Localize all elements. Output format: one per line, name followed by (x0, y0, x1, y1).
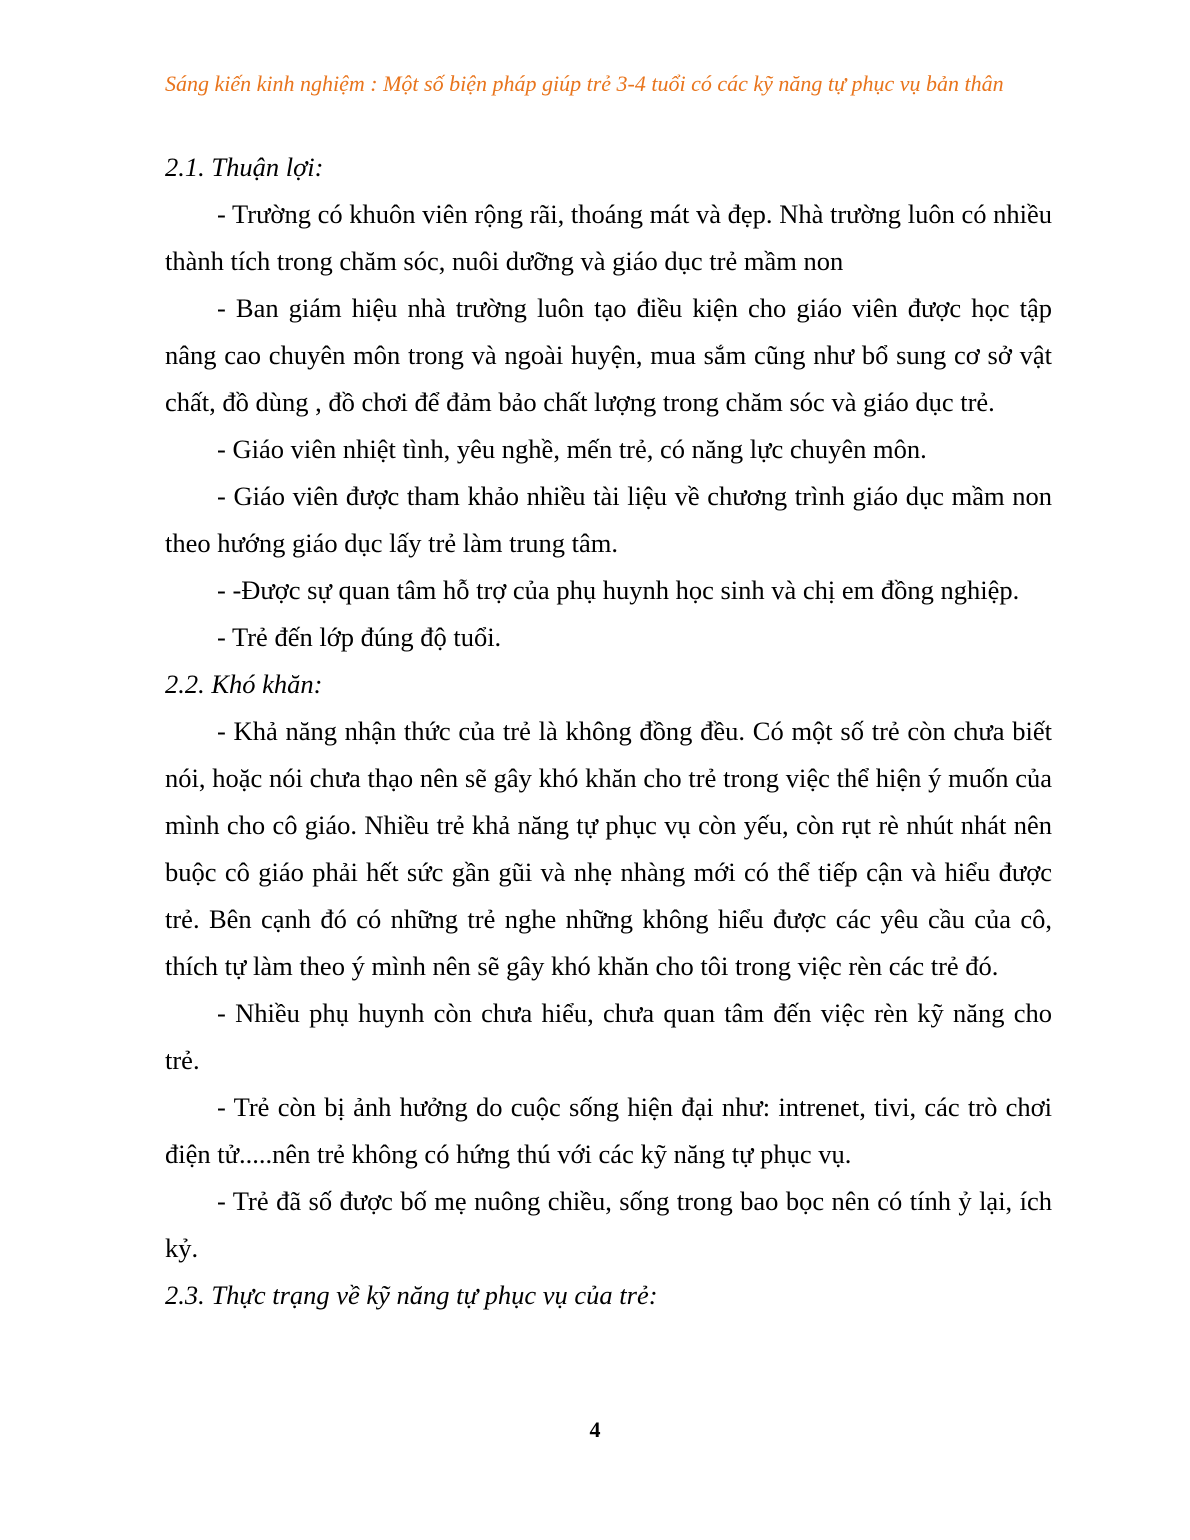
body-content (165, 144, 1052, 1319)
page-number: 4 (589, 1417, 601, 1442)
paragraph: - Khả năng nhận thức của trẻ là không đồng đều. Có một số trẻ còn chưa biết nói, hoặc nói chưa thạo nên sẽ gây khó khăn cho trẻ trong việc thể hiện ý muốn của mình cho cô giáo. Nhiều trẻ khả năng tự phục vụ còn yếu, còn rụt rè nhút nhát nên buộc cô giáo phải hết sức gần gũi và nhẹ nhàng mới có thể tiếp cận và hiểu được trẻ. Bên cạnh đó có những trẻ nghe những không hiểu được các yêu cầu của cô, thích tự làm theo ý mình nên sẽ gây khó khăn cho tôi trong việc rèn các trẻ đó. (165, 716, 1052, 981)
paragraph: - Giáo viên được tham khảo nhiều tài liệu về chương trình giáo dục mầm non theo hướng giáo dục lấy trẻ làm trung tâm. (165, 481, 1052, 558)
paragraph: - Trẻ đến lớp đúng độ tuổi. (217, 622, 502, 652)
running-header: Sáng kiến kinh nghiệm : Một số biện pháp giúp trẻ 3-4 tuổi có các kỹ năng tự phục vụ bản thân (165, 71, 1004, 96)
paragraph: - -Được sự quan tâm hỗ trợ của phụ huynh học sinh và chị em đồng nghiệp. (217, 575, 1020, 605)
paragraph: - Trẻ còn bị ảnh hưởng do cuộc sống hiện đại như: intrenet, tivi, các trò chơi điện tử.....nên trẻ không có hứng thú với các kỹ năng tự phục vụ. (165, 1092, 1052, 1169)
section-heading-thuc-trang: 2.3. Thực trạng về kỹ năng tự phục vụ của trẻ: (165, 1280, 658, 1310)
paragraph: - Nhiều phụ huynh còn chưa hiểu, chưa quan tâm đến việc rèn kỹ năng cho trẻ. (165, 998, 1052, 1075)
paragraph: - Trường có khuôn viên rộng rãi, thoáng mát và đẹp. Nhà trường luôn có nhiều thành tích trong chăm sóc, nuôi dưỡng và giáo dục trẻ mầm non (165, 199, 1052, 276)
section-heading-thuan-loi: 2.1. Thuận lợi: (165, 152, 324, 182)
paragraph: - Ban giám hiệu nhà trường luôn tạo điều kiện cho giáo viên được học tập nâng cao chuyên môn trong và ngoài huyện, mua sắm cũng như bổ sung cơ sở vật chất, đồ dùng , đồ chơi để đảm bảo chất lượng trong chăm sóc và giáo dục trẻ. (165, 293, 1052, 417)
paragraph: - Trẻ đã số được bố mẹ nuông chiều, sống trong bao bọc nên có tính ỷ lại, ích kỷ. (165, 1186, 1052, 1263)
paragraph: - Giáo viên nhiệt tình, yêu nghề, mến trẻ, có năng lực chuyên môn. (217, 434, 927, 464)
section-heading-kho-khan: 2.2. Khó khăn: (165, 669, 323, 699)
